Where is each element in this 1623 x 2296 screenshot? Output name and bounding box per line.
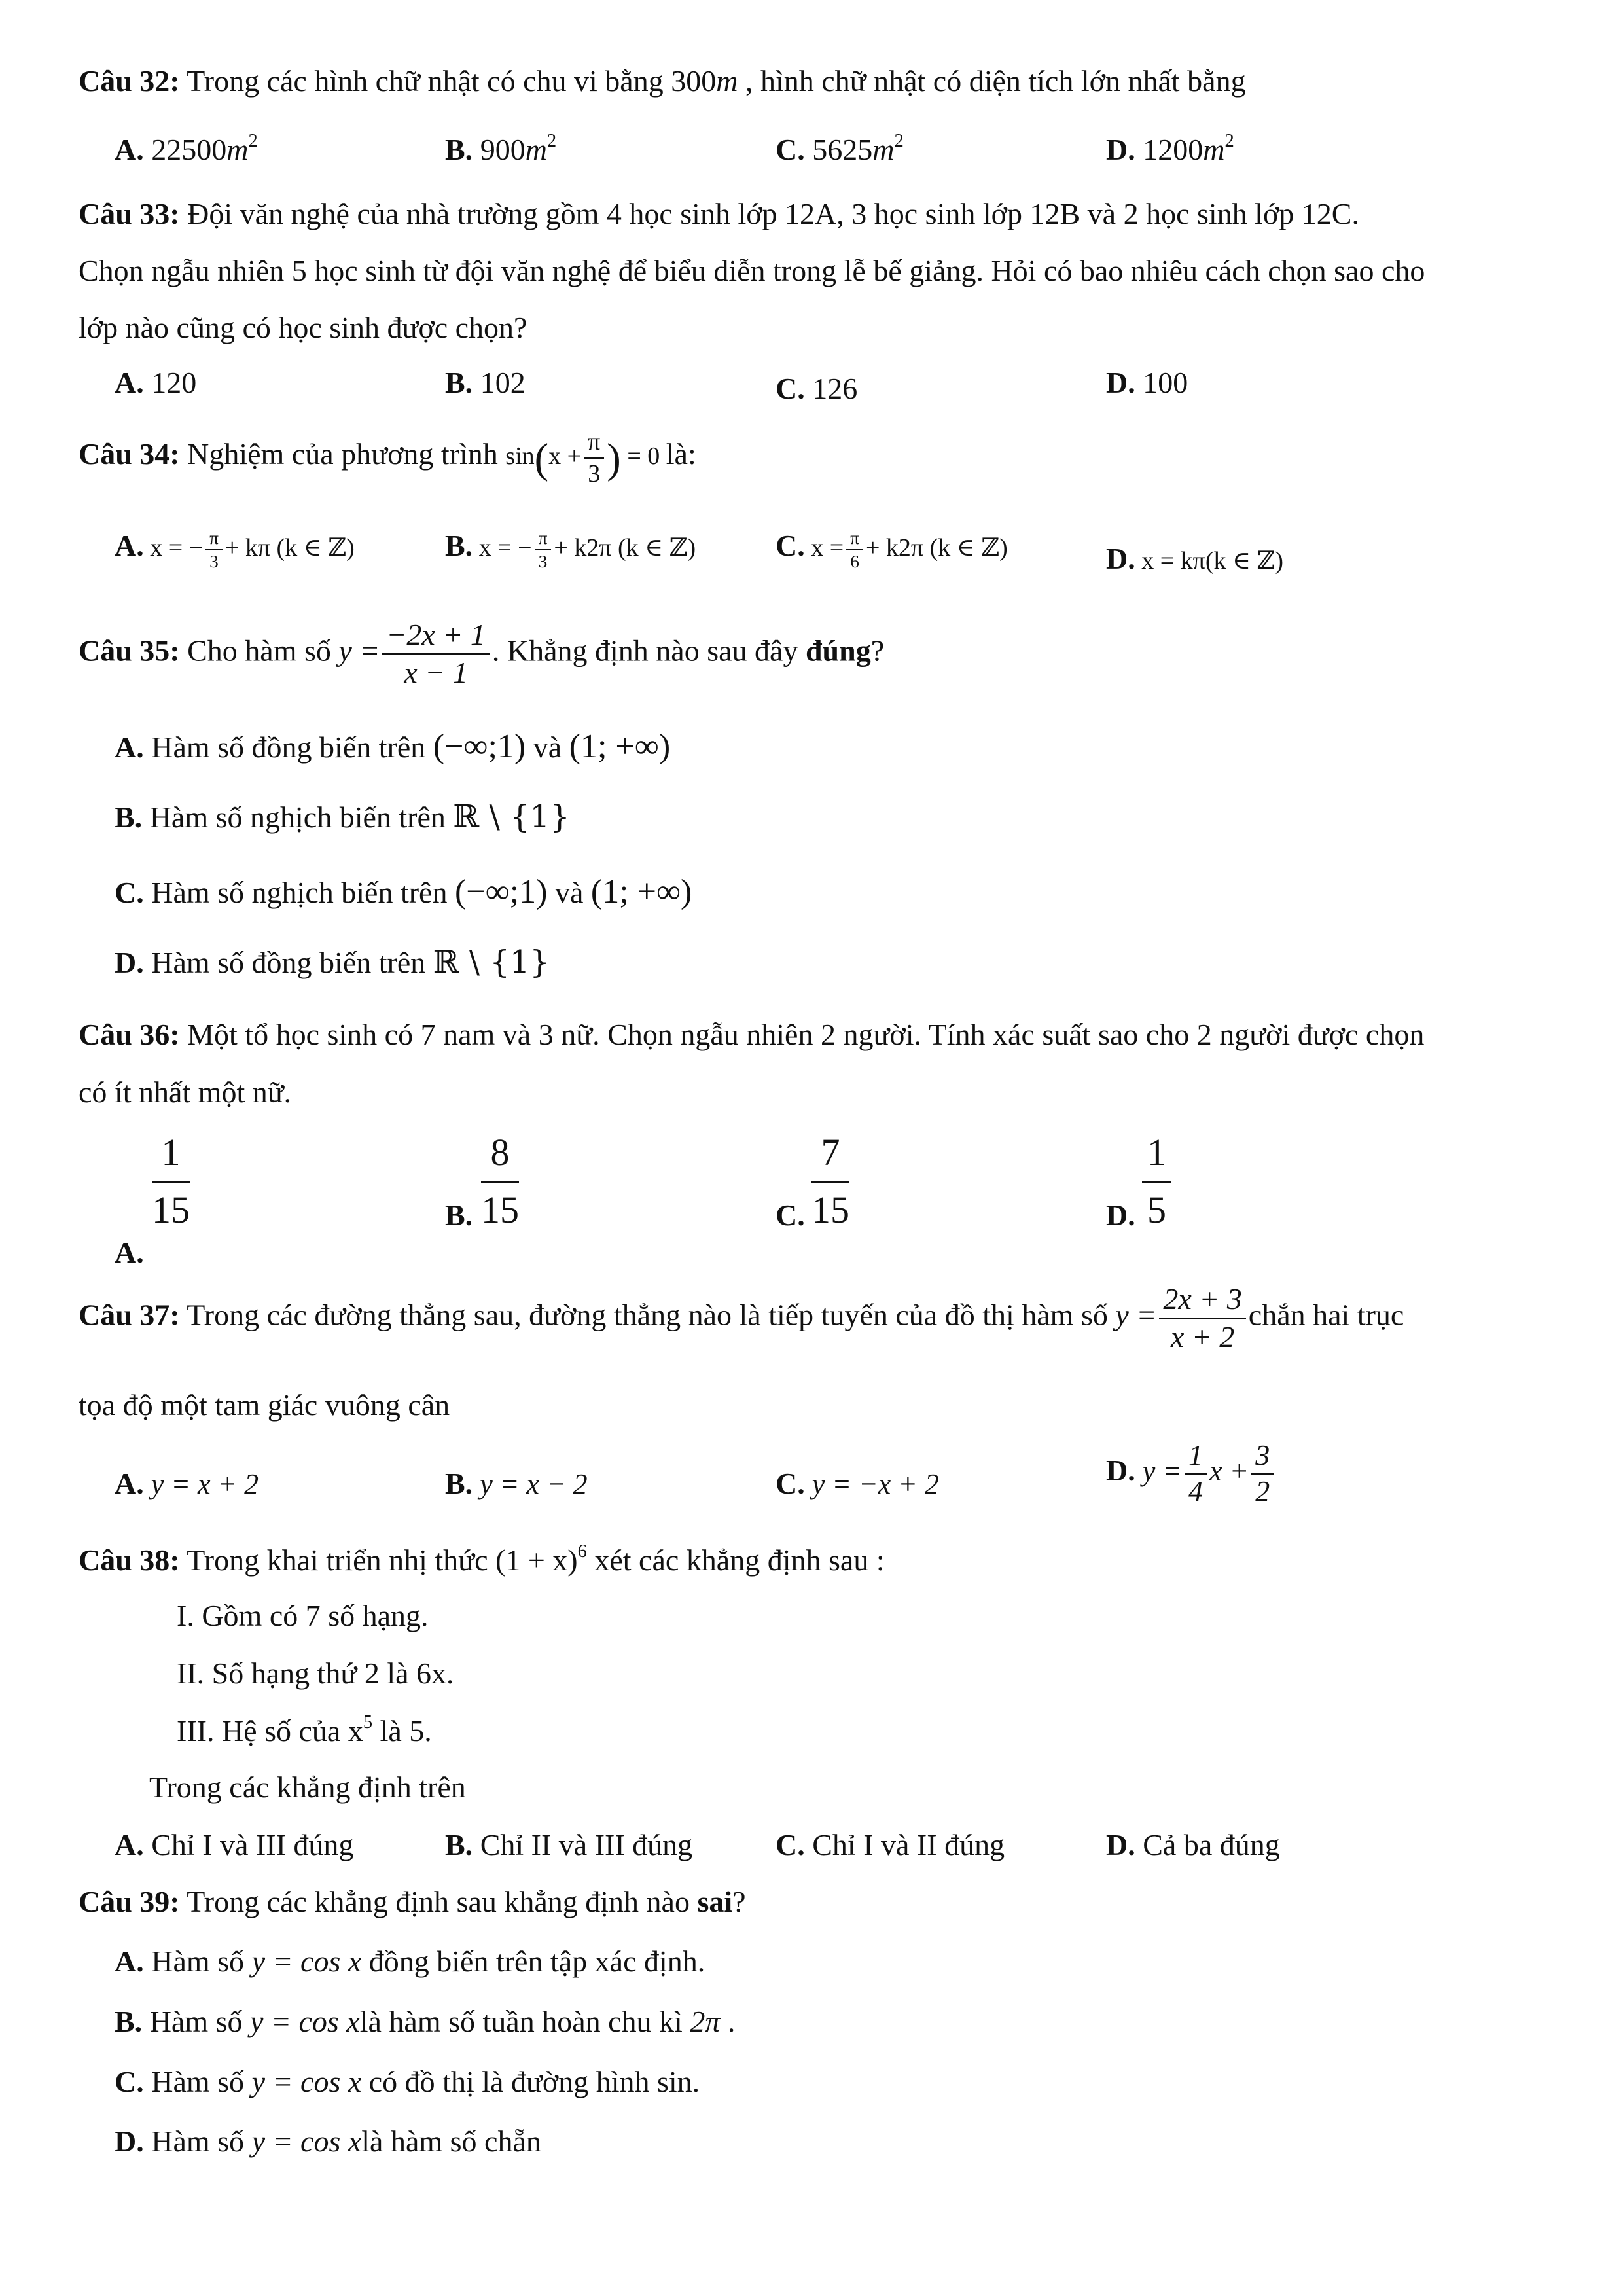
option-text-2: là hàm số chẵn	[361, 2125, 541, 2158]
q36-option-d-fraction[interactable]	[1142, 1129, 1171, 1234]
question-label: Câu 39:	[79, 1885, 180, 1918]
domain-set: ℝ \ {1}	[433, 944, 550, 980]
mid: x +	[1209, 1454, 1249, 1487]
question-text-2: xét các khẳng định sau :	[594, 1543, 885, 1577]
question-38	[79, 1541, 885, 1579]
lhs: y =	[1142, 1454, 1182, 1487]
q38-option-d[interactable]	[1106, 1826, 1280, 1864]
option-value: 5625	[812, 133, 873, 166]
right-paren: )	[607, 435, 621, 482]
question-35	[79, 619, 884, 689]
question-text: Trong các hình chữ nhật có chu vi bằng	[187, 64, 664, 98]
denominator: 3	[538, 552, 548, 572]
option-text: Hàm số nghịch biến trên	[149, 800, 446, 834]
question-label: Câu 38:	[79, 1543, 180, 1577]
period: 2π	[690, 2005, 721, 2038]
q39-option-a[interactable]	[115, 1943, 705, 1981]
numerator: 1	[1142, 1129, 1171, 1183]
question-mark: ?	[870, 634, 885, 668]
emphasis: sai	[697, 1885, 733, 1918]
sin-fn: sin	[505, 442, 535, 471]
period-dot: .	[727, 2005, 736, 2038]
option-label: B.	[445, 366, 473, 399]
interval-1: (−∞;1)	[454, 873, 548, 910]
y-equals: y =	[1115, 1298, 1157, 1332]
unit: m	[226, 133, 249, 166]
q39-option-b[interactable]	[115, 2003, 735, 2041]
denominator: 4	[1188, 1475, 1203, 1508]
eq-x: x +	[548, 442, 582, 471]
denominator: x − 1	[404, 655, 468, 689]
q34-option-c[interactable]	[776, 527, 1008, 571]
option-text: Hàm số	[151, 2125, 245, 2158]
question-text-2: chắn hai trục	[1248, 1298, 1404, 1332]
question-36-line-2: có ít nhất một nữ.	[79, 1075, 292, 1109]
question-text: Trong các đường thẳng sau, đường thẳng nào là tiếp tuyến của đồ thị hàm số	[187, 1298, 1108, 1332]
denominator: x + 2	[1170, 1319, 1235, 1354]
exponent: 2	[1224, 131, 1234, 152]
denominator: 15	[152, 1188, 190, 1231]
option-value: 120	[151, 366, 197, 399]
option-value: 100	[1143, 366, 1188, 399]
exponent: 2	[894, 131, 904, 152]
option-label: C.	[776, 133, 805, 166]
option-value: 22500	[151, 133, 227, 166]
option-label: C.	[776, 1467, 805, 1500]
function-fraction	[1159, 1283, 1245, 1354]
q33-option-b[interactable]	[445, 364, 526, 402]
domain-set: ℝ \ {1}	[453, 798, 570, 835]
question-text: Nghiệm của phương trình	[187, 437, 498, 471]
numerator: 3	[1251, 1440, 1274, 1475]
y-equals: y =	[338, 634, 380, 668]
interval-2: (1; +∞)	[590, 873, 692, 910]
function: y = cos x	[251, 2125, 362, 2158]
question-text: Đội văn nghệ của nhà trường gồm 4 học sinh lớp 12A, 3 học sinh lớp 12B và 2 học sinh lớp 12C.	[187, 197, 1359, 230]
q32-option-b[interactable]	[445, 131, 556, 169]
option-text: Hàm số	[149, 2005, 243, 2038]
q33-option-c[interactable]	[776, 370, 857, 408]
option-text: Hàm số đồng biến trên	[151, 730, 426, 764]
exponent: 5	[363, 1712, 373, 1733]
q38-option-c[interactable]	[776, 1826, 1005, 1864]
option-text: Hàm số đồng biến trên	[151, 946, 426, 979]
question-mark: ?	[732, 1885, 746, 1918]
denominator: 2	[1255, 1475, 1270, 1508]
binomial-base: (1 + x)	[495, 1543, 578, 1577]
unit: m	[716, 64, 738, 98]
expression: x = kπ(k ∈ ℤ)	[1141, 547, 1284, 575]
denominator: 3	[588, 459, 601, 488]
option-label: A.	[115, 1828, 144, 1861]
q35-option-d[interactable]	[115, 942, 550, 982]
lhs: x = −	[150, 534, 204, 562]
denominator: 5	[1147, 1188, 1166, 1231]
statement-3-text-2: là 5.	[380, 1714, 432, 1748]
numerator: π	[535, 528, 552, 550]
question-label: Câu 33:	[79, 197, 180, 230]
question-text: Trong khai triển nhị thức	[187, 1543, 488, 1577]
numerator: π	[584, 429, 604, 459]
q37-option-c[interactable]	[776, 1465, 939, 1503]
statement-3	[177, 1712, 432, 1750]
rhs: + k2π (k ∈ ℤ)	[866, 534, 1008, 562]
exponent: 2	[546, 131, 557, 152]
fraction	[846, 528, 863, 571]
option-value: 900	[480, 133, 526, 166]
q36-option-a-fraction[interactable]	[152, 1129, 190, 1234]
and-word: và	[554, 876, 584, 909]
statement-3-text: III. Hệ số của x	[177, 1714, 363, 1748]
expression: y = −x + 2	[812, 1468, 939, 1500]
question-37	[79, 1283, 1404, 1354]
q34-option-b[interactable]	[445, 527, 696, 571]
question-34	[79, 429, 696, 488]
exponent: 6	[577, 1541, 587, 1562]
option-text: Hàm số	[151, 2065, 245, 2098]
perimeter-value: 300	[671, 64, 717, 98]
unit: m	[525, 133, 547, 166]
option-label: A.	[115, 133, 144, 166]
option-label: A.	[115, 1945, 144, 1978]
option-label: B.	[445, 133, 473, 166]
option-text-2: có đồ thị là đường hình sin.	[368, 2065, 700, 2098]
q36-option-b-fraction[interactable]	[481, 1129, 519, 1234]
q36-option-b-label: B.	[445, 1198, 473, 1232]
unit: m	[1203, 133, 1225, 166]
option-label: D.	[1106, 1453, 1135, 1487]
q32-option-c[interactable]	[776, 131, 904, 169]
option-label: D.	[1106, 1828, 1135, 1861]
option-value: 126	[812, 372, 858, 405]
option-text: Chỉ I và III đúng	[151, 1828, 354, 1861]
and-word: và	[533, 730, 562, 764]
fraction	[535, 528, 552, 571]
option-label: C.	[115, 2065, 144, 2098]
option-text-2: đồng biến trên tập xác định.	[368, 1945, 705, 1978]
lhs: x = −	[478, 534, 532, 562]
question-39	[79, 1883, 746, 1921]
q36-option-a-label: A.	[115, 1236, 144, 1269]
q32-option-d[interactable]	[1106, 131, 1234, 169]
option-label: A.	[115, 529, 144, 562]
option-label: D.	[1106, 133, 1135, 166]
q37-option-d[interactable]	[1106, 1440, 1276, 1508]
function: y = cos x	[251, 1945, 362, 1978]
question-text-2: , hình chữ nhật có diện tích lớn nhất bằng	[745, 64, 1246, 98]
q36-option-d-label: D.	[1106, 1198, 1135, 1232]
option-text: Chỉ II và III đúng	[480, 1828, 693, 1861]
question-label: Câu 32:	[79, 64, 180, 98]
q37-option-b[interactable]	[445, 1465, 588, 1503]
option-label: B.	[115, 800, 143, 834]
option-text: Cả ba đúng	[1143, 1828, 1280, 1861]
numerator: 8	[481, 1129, 519, 1183]
eq-rhs: = 0	[627, 442, 660, 471]
option-label: D.	[115, 2125, 144, 2158]
option-label: C.	[776, 372, 805, 405]
option-label: C.	[115, 876, 144, 909]
option-label: A.	[115, 730, 144, 764]
question-label: Câu 34:	[79, 437, 180, 471]
interval-2: (1; +∞)	[569, 728, 671, 765]
question-text-2: là:	[666, 437, 696, 471]
q34-option-a[interactable]	[115, 527, 355, 571]
question-32	[79, 62, 1246, 100]
numerator: π	[846, 528, 863, 550]
numerator: 1	[1185, 1440, 1207, 1475]
numerator: 2x + 3	[1159, 1283, 1245, 1319]
q37-option-a[interactable]	[115, 1465, 259, 1503]
question-33-line-3: lớp nào cũng có học sinh được chọn?	[79, 311, 527, 344]
left-paren: (	[534, 435, 549, 482]
option-value: 1200	[1143, 133, 1204, 166]
option-text: Hàm số	[151, 1945, 245, 1978]
numerator: −2x + 1	[382, 619, 490, 655]
equation	[505, 428, 666, 488]
fraction-2	[1251, 1440, 1274, 1508]
q36-option-c-label: C.	[776, 1198, 805, 1232]
q36-option-c-fraction[interactable]	[812, 1129, 849, 1234]
statement-prompt: Trong các khẳng định trên	[149, 1770, 466, 1804]
q33-option-a[interactable]	[115, 364, 196, 402]
option-label: D.	[1106, 366, 1135, 399]
function: y = cos x	[251, 2065, 362, 2098]
q35-option-a[interactable]	[115, 725, 670, 768]
emphasis: đúng	[805, 634, 871, 668]
q39-option-d[interactable]	[115, 2123, 541, 2161]
option-label: A.	[115, 1467, 144, 1500]
rhs: + k2π (k ∈ ℤ)	[554, 534, 696, 562]
unit: m	[872, 133, 895, 166]
option-label: D.	[1106, 542, 1135, 575]
option-label: B.	[445, 529, 473, 562]
q38-option-a[interactable]	[115, 1826, 353, 1864]
q33-option-d[interactable]	[1106, 364, 1188, 402]
question-text: Một tổ học sinh có 7 nam và 3 nữ. Chọn ngẫu nhiên 2 người. Tính xác suất sao cho 2 người được chọn	[187, 1018, 1425, 1051]
function-fraction	[382, 619, 490, 689]
option-label: A.	[115, 366, 144, 399]
lhs: x =	[811, 534, 844, 562]
option-value: 102	[480, 366, 526, 399]
expression: y = x − 2	[480, 1468, 588, 1500]
option-label: C.	[776, 1828, 805, 1861]
numerator: 7	[812, 1129, 849, 1183]
q39-option-c[interactable]	[115, 2063, 700, 2101]
interval-1: (−∞;1)	[433, 728, 526, 765]
q34-option-d[interactable]	[1106, 540, 1283, 578]
question-label: Câu 35:	[79, 634, 180, 668]
option-label: B.	[445, 1828, 473, 1861]
question-37-line-2: tọa độ một tam giác vuông cân	[79, 1388, 450, 1422]
q38-option-b[interactable]	[445, 1826, 692, 1864]
question-33-line-2: Chọn ngẫu nhiên 5 học sinh từ đội văn nghệ để biểu diễn trong lễ bế giảng. Hỏi có bao nhiêu cách chọn sao cho	[79, 254, 1425, 287]
question-text-2: . Khẳng định nào sau đây	[491, 634, 798, 668]
denominator: 15	[481, 1188, 519, 1231]
question-label: Câu 37:	[79, 1298, 180, 1332]
statement-1: I. Gồm có 7 số hạng.	[177, 1599, 429, 1632]
rhs: + kπ (k ∈ ℤ)	[224, 534, 355, 562]
fraction	[584, 429, 604, 488]
q35-option-b[interactable]	[115, 797, 570, 836]
option-label: B.	[115, 2005, 143, 2038]
function: y = cos x	[250, 2005, 360, 2038]
denominator: 3	[209, 552, 219, 572]
statement-2: II. Số hạng thứ 2 là 6x.	[177, 1657, 454, 1690]
option-label: B.	[445, 1467, 473, 1500]
numerator: π	[205, 528, 223, 550]
option-label: D.	[115, 946, 144, 979]
q32-option-a[interactable]	[115, 131, 258, 169]
question-33	[79, 195, 1359, 233]
option-label: C.	[776, 529, 805, 562]
question-text: Cho hàm số	[187, 634, 331, 668]
fraction-1	[1185, 1440, 1207, 1508]
question-36	[79, 1016, 1424, 1054]
question-label: Câu 36:	[79, 1018, 180, 1051]
denominator: 15	[812, 1188, 849, 1231]
option-text: Hàm số nghịch biến trên	[151, 876, 448, 909]
expression: y = x + 2	[151, 1468, 259, 1500]
q35-option-c[interactable]	[115, 870, 692, 913]
fraction	[205, 528, 223, 571]
denominator: 6	[850, 552, 859, 572]
numerator: 1	[152, 1129, 190, 1183]
question-text: Trong các khẳng định sau khẳng định nào	[187, 1885, 690, 1918]
exponent: 2	[248, 131, 258, 152]
option-text: Chỉ I và II đúng	[812, 1828, 1005, 1861]
option-text-2: là hàm số tuần hoàn chu kì	[359, 2005, 683, 2038]
